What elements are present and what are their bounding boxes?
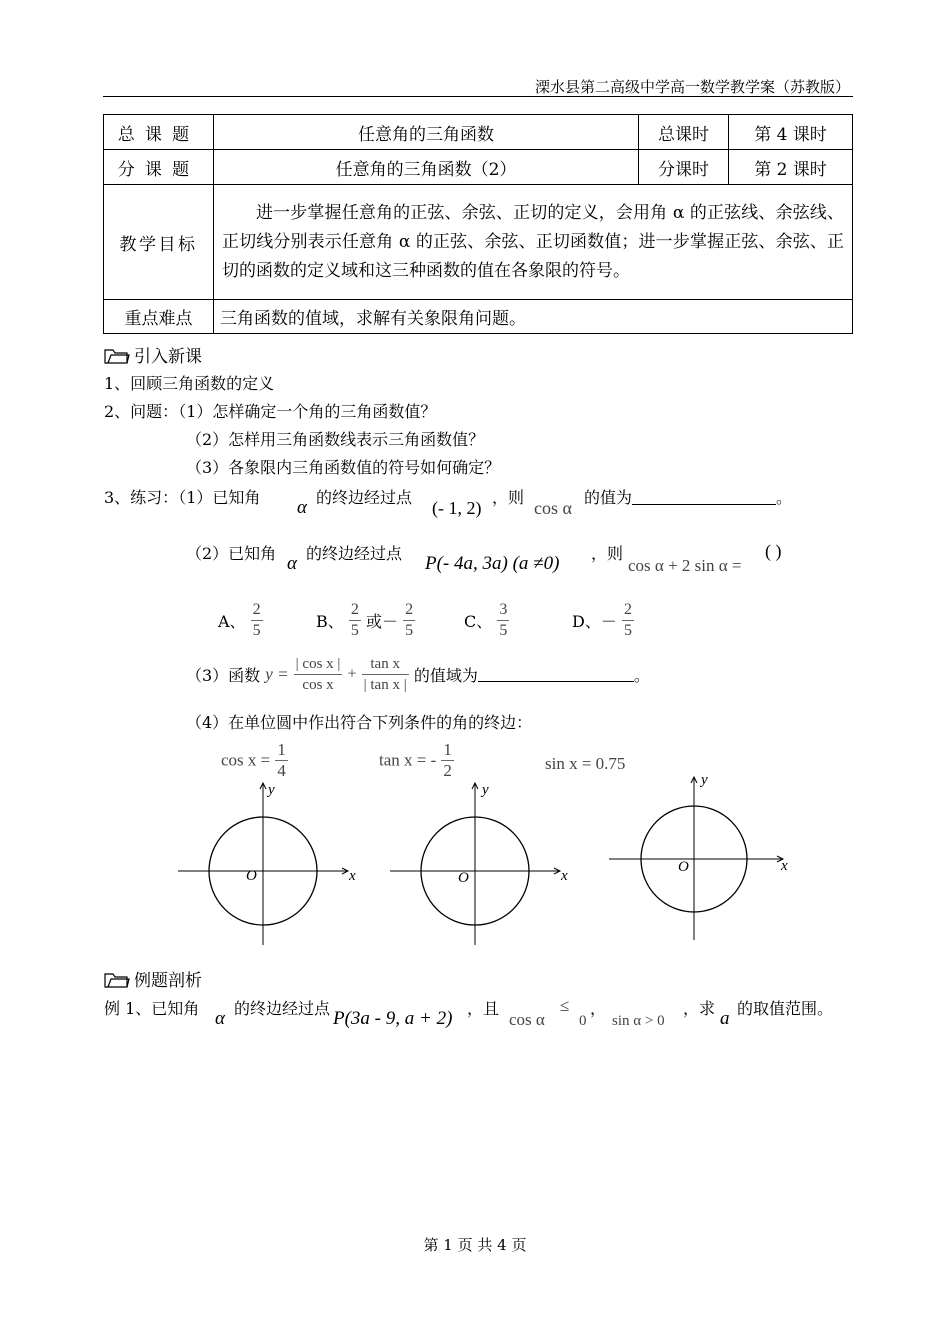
exercise-2-text-c: ，则 bbox=[591, 544, 624, 563]
sub-hours-value: 第 2 课时 bbox=[729, 150, 853, 185]
exercise-1-intro: （1）已知角 bbox=[178, 488, 261, 507]
sub-topic-value: 任意角的三角函数（2） bbox=[214, 150, 639, 185]
denominator: 5 bbox=[499, 622, 508, 639]
x-axis-label: x bbox=[561, 868, 568, 884]
item-review-definition: 1、回顾三角函数的定义 bbox=[104, 374, 275, 393]
alpha-symbol: α bbox=[297, 497, 307, 518]
fraction bbox=[294, 654, 343, 695]
option-a[interactable] bbox=[218, 600, 263, 641]
origin-label: O bbox=[678, 859, 689, 875]
table-row bbox=[104, 115, 853, 150]
exercise-1-point: (- 1, 2) bbox=[432, 498, 482, 518]
denominator: 4 bbox=[277, 761, 286, 780]
section-intro-label: 引入新课 bbox=[134, 347, 202, 367]
denominator: cos x bbox=[302, 677, 334, 693]
option-d[interactable] bbox=[572, 600, 634, 641]
questions-line bbox=[104, 399, 436, 422]
variable-a: a bbox=[720, 1008, 730, 1029]
exercise-1-value-label: 的值为 bbox=[584, 488, 633, 507]
header-title: 溧水县第二高级中学高一数学教学案（苏教版） bbox=[534, 78, 850, 96]
denominator: 5 bbox=[252, 622, 261, 639]
table-row bbox=[104, 150, 853, 185]
numerator: 2 bbox=[349, 600, 361, 621]
total-topic-value: 任意角的三角函数 bbox=[214, 115, 639, 150]
exercise-1-text-b: 的终边经过点 bbox=[316, 488, 413, 507]
option-c-label: C、 bbox=[464, 612, 493, 631]
section-examples-label: 例题剖析 bbox=[134, 971, 202, 991]
questions-prefix: 2、问题： bbox=[104, 402, 179, 421]
fraction bbox=[251, 600, 263, 641]
exercise-3-range-label: 的值域为 bbox=[413, 666, 478, 685]
example-1-cos: cos α bbox=[509, 1010, 545, 1029]
example-1-point: P(3a - 9, a + 2) bbox=[333, 1008, 453, 1029]
unit-circle-diagram-3[interactable] bbox=[603, 765, 803, 945]
answer-choice-paren[interactable]: ( ) bbox=[765, 541, 782, 561]
comma: ， bbox=[590, 999, 607, 1018]
condition-cos-expr: cos x = bbox=[221, 750, 271, 770]
total-hours-value: 第 4 课时 bbox=[729, 115, 853, 150]
objectives-text: 进一步掌握任意角的正弦、余弦、正切的定义，会用角 α 的正弦线、余弦线、正切线分别表示任意角 α 的正弦、余弦、正切函数值；进一步掌握正弦、余弦、正切的函数的定义域和这三种函数的值在各象限的符号。 bbox=[214, 185, 853, 300]
denominator: 5 bbox=[623, 622, 632, 639]
example-1-text-e: 的取值范围。 bbox=[737, 999, 834, 1018]
question-2: （2）怎样用三角函数线表示三角函数值？ bbox=[186, 430, 485, 449]
example-1-zero: 0 bbox=[579, 1013, 587, 1029]
option-b-label: B、 bbox=[316, 612, 344, 631]
exercise-3-intro: （3）函数 bbox=[186, 666, 261, 685]
exercise-2-point: P(- 4a, 3a) (a ≠0) bbox=[425, 553, 560, 574]
numerator: tan x bbox=[362, 654, 409, 675]
section-intro-title bbox=[104, 342, 202, 367]
exercise-4-text: （4）在单位圆中作出符合下列条件的角的终边： bbox=[186, 713, 533, 732]
numerator: 1 bbox=[277, 740, 286, 759]
origin-label: O bbox=[458, 870, 469, 886]
denominator: | tan x | bbox=[363, 677, 407, 693]
alpha-symbol: α bbox=[215, 1008, 225, 1029]
answer-blank[interactable] bbox=[632, 490, 776, 505]
option-c[interactable] bbox=[464, 600, 509, 641]
fraction bbox=[362, 654, 409, 695]
denominator: 2 bbox=[443, 761, 452, 780]
exercise-1-cos-alpha: cos α bbox=[534, 498, 572, 518]
label-key-points: 重点难点 bbox=[104, 300, 214, 334]
plus-sign: + bbox=[347, 665, 357, 683]
exercise-2-expression: cos α + 2 sin α = bbox=[628, 556, 742, 575]
folder-icon bbox=[104, 348, 130, 364]
fraction bbox=[622, 600, 634, 641]
label-objectives: 教学目标 bbox=[104, 185, 214, 300]
example-1-text-c: ，且 bbox=[467, 999, 500, 1018]
exercise-1-text-a bbox=[104, 485, 260, 508]
y-axis-label: y bbox=[268, 782, 275, 798]
exercise-2-text-b: 的终边经过点 bbox=[306, 544, 403, 563]
numerator: 1 bbox=[443, 740, 452, 759]
example-1-sin: sin α > 0 bbox=[612, 1013, 665, 1029]
table-row bbox=[104, 185, 853, 300]
lesson-info-table bbox=[103, 114, 853, 334]
condition-sin: sin x = 0.75 bbox=[545, 754, 626, 773]
numerator: 2 bbox=[622, 600, 634, 621]
unit-circle-diagram-1[interactable] bbox=[170, 775, 360, 950]
exercise-3-period: 。 bbox=[633, 666, 650, 685]
denominator: 5 bbox=[350, 622, 359, 639]
fraction bbox=[403, 600, 415, 641]
question-3: （3）各象限内三角函数值的符号如何确定？ bbox=[186, 458, 501, 477]
key-points-text: 三角函数的值域，求解有关象限角问题。 bbox=[214, 300, 853, 334]
exercise-prefix: 3、练习： bbox=[104, 488, 179, 507]
numerator: 2 bbox=[251, 600, 263, 621]
label-total-hours: 总课时 bbox=[639, 115, 729, 150]
exercise-3-line bbox=[186, 654, 650, 695]
page-number: 第 1 页 共 4 页 bbox=[423, 1236, 527, 1254]
section-examples-title bbox=[104, 966, 202, 991]
exercise-1-period: 。 bbox=[776, 488, 793, 507]
origin-label: O bbox=[246, 868, 257, 884]
option-b-or: 或－ bbox=[365, 612, 398, 631]
numerator: 2 bbox=[403, 600, 415, 621]
alpha-symbol: α bbox=[287, 553, 297, 574]
exercise-1-text-c: ，则 bbox=[492, 488, 525, 507]
numerator: 3 bbox=[497, 600, 509, 621]
exercise-1-text-d bbox=[584, 485, 792, 508]
label-total-topic: 总课题 bbox=[104, 115, 214, 150]
header-rule bbox=[103, 96, 853, 97]
exercise-2-text-a: （2）已知角 bbox=[186, 544, 277, 563]
answer-blank[interactable] bbox=[478, 667, 634, 682]
example-1-leq: ≤ bbox=[560, 996, 570, 1015]
table-row bbox=[104, 300, 853, 334]
folder-icon bbox=[104, 972, 130, 988]
option-a-label: A、 bbox=[218, 612, 246, 631]
label-sub-hours: 分课时 bbox=[639, 150, 729, 185]
condition-tan-expr: tan x = - bbox=[379, 750, 437, 770]
x-axis-label: x bbox=[781, 858, 788, 874]
option-b[interactable] bbox=[316, 600, 415, 641]
y-equals: y = bbox=[265, 664, 289, 684]
numerator: | cos x | bbox=[294, 654, 343, 675]
example-1-text-d: ，求 bbox=[683, 999, 716, 1018]
option-d-label: D、－ bbox=[572, 612, 617, 631]
fraction bbox=[497, 600, 509, 641]
example-1-text-b: 的终边经过点 bbox=[234, 999, 331, 1018]
denominator: 5 bbox=[405, 622, 414, 639]
example-1-text-a: 例 1、已知角 bbox=[104, 999, 200, 1018]
question-1: （1）怎样确定一个角的三角函数值？ bbox=[178, 402, 437, 421]
label-sub-topic: 分课题 bbox=[104, 150, 214, 185]
unit-circle-diagram-2[interactable] bbox=[382, 775, 572, 950]
fraction bbox=[349, 600, 361, 641]
x-axis-label: x bbox=[349, 868, 356, 884]
y-axis-label: y bbox=[701, 772, 708, 788]
y-axis-label: y bbox=[482, 782, 489, 798]
